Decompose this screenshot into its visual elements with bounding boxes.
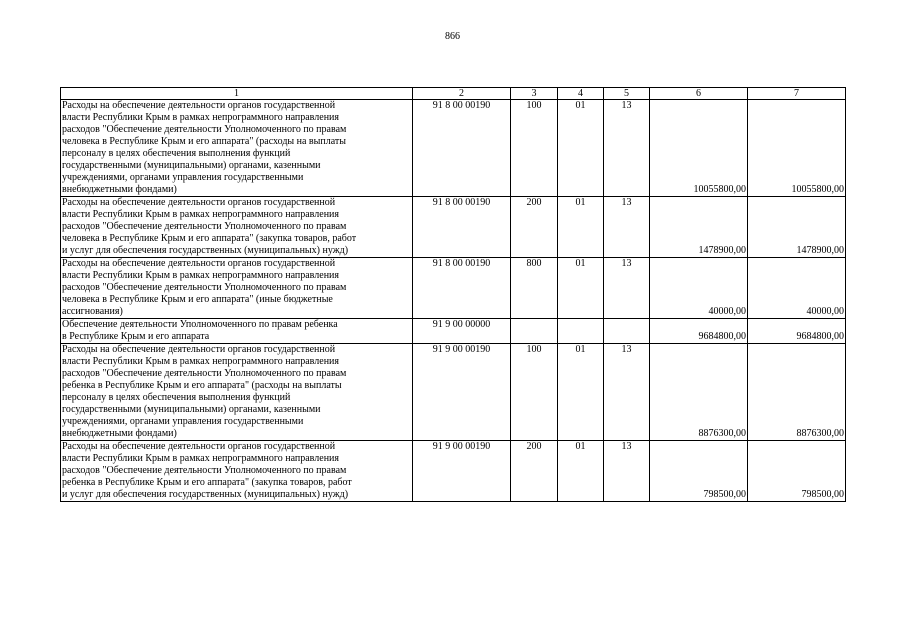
table-row	[61, 441, 846, 502]
amount-col-6: 1478900,00	[650, 197, 748, 258]
section-code: 01	[558, 344, 604, 441]
budget-code: 91 8 00 00190	[413, 197, 511, 258]
description-line: и услуг для обеспечения государственных (муниципальных) нужд)	[62, 489, 349, 500]
expense-type-code: 200	[511, 197, 558, 258]
section-code	[558, 319, 604, 344]
description-line: учреждениями, органами управления государственными	[62, 416, 304, 427]
description-line: расходов "Обеспечение деятельности Уполномоченного по правам	[62, 221, 347, 232]
column-header: 3	[511, 88, 558, 100]
section-code: 01	[558, 197, 604, 258]
subsection-code: 13	[604, 197, 650, 258]
expense-type-code: 800	[511, 258, 558, 319]
budget-code: 91 8 00 00190	[413, 100, 511, 197]
column-header: 1	[61, 88, 413, 100]
section-code: 01	[558, 100, 604, 197]
column-header: 4	[558, 88, 604, 100]
table-row	[61, 258, 846, 319]
budget-code: 91 8 00 00190	[413, 258, 511, 319]
expense-type-code	[511, 319, 558, 344]
amount-col-7: 9684800,00	[748, 319, 846, 344]
section-code: 01	[558, 258, 604, 319]
expense-description	[61, 344, 413, 441]
description-line: расходов "Обеспечение деятельности Уполномоченного по правам	[62, 368, 347, 379]
subsection-code: 13	[604, 441, 650, 502]
description-line: власти Республики Крым в рамках непрограммного направления	[62, 112, 340, 123]
subsection-code: 13	[604, 100, 650, 197]
description-line: государственными (муниципальными) органами, казенными	[62, 404, 321, 415]
description-line: власти Республики Крым в рамках непрограммного направления	[62, 356, 340, 367]
budget-code: 91 9 00 00190	[413, 441, 511, 502]
description-line: внебюджетными фондами)	[62, 184, 177, 195]
description-line: ребенка в Республике Крым и его аппарата" (закупка товаров, работ	[62, 477, 352, 488]
table-header-row	[61, 88, 846, 100]
description-line: внебюджетными фондами)	[62, 428, 177, 439]
description-line: расходов "Обеспечение деятельности Уполномоченного по правам	[62, 282, 347, 293]
description-line: персоналу в целях обеспечения выполнения функций	[62, 392, 291, 403]
description-line: расходов "Обеспечение деятельности Уполномоченного по правам	[62, 124, 347, 135]
expense-description	[61, 441, 413, 502]
section-code: 01	[558, 441, 604, 502]
description-line: персоналу в целях обеспечения выполнения функций	[62, 148, 291, 159]
budget-table	[60, 87, 846, 502]
description-line: власти Республики Крым в рамках непрограммного направления	[62, 453, 340, 464]
column-header: 6	[650, 88, 748, 100]
amount-col-7: 8876300,00	[748, 344, 846, 441]
description-line: Обеспечение деятельности Уполномоченного по правам ребенка	[62, 319, 338, 330]
table-row	[61, 100, 846, 197]
description-line: человека в Республике Крым и его аппарата" (иные бюджетные	[62, 294, 333, 305]
description-line: расходов "Обеспечение деятельности Уполномоченного по правам	[62, 465, 347, 476]
description-line: в Республике Крым и его аппарата	[62, 331, 210, 342]
table-row	[61, 319, 846, 344]
description-line: Расходы на обеспечение деятельности органов государственной	[62, 344, 336, 355]
expense-description	[61, 197, 413, 258]
table-row	[61, 197, 846, 258]
page-number: 866	[445, 31, 460, 42]
column-header: 2	[413, 88, 511, 100]
expense-type-code: 100	[511, 344, 558, 441]
amount-col-7: 10055800,00	[748, 100, 846, 197]
description-line: человека в Республике Крым и его аппарата" (расходы на выплаты	[62, 136, 346, 147]
budget-code: 91 9 00 00190	[413, 344, 511, 441]
budget-code: 91 9 00 00000	[413, 319, 511, 344]
expense-description	[61, 258, 413, 319]
description-line: ассигнования)	[62, 306, 123, 317]
subsection-code: 13	[604, 344, 650, 441]
amount-col-7: 40000,00	[748, 258, 846, 319]
amount-col-6: 798500,00	[650, 441, 748, 502]
column-header: 5	[604, 88, 650, 100]
description-line: Расходы на обеспечение деятельности органов государственной	[62, 100, 336, 111]
description-line: и услуг для обеспечения государственных (муниципальных) нужд)	[62, 245, 349, 256]
expense-description	[61, 319, 413, 344]
description-line: Расходы на обеспечение деятельности органов государственной	[62, 441, 336, 452]
amount-col-7: 1478900,00	[748, 197, 846, 258]
subsection-code	[604, 319, 650, 344]
table-row	[61, 344, 846, 441]
expense-type-code: 200	[511, 441, 558, 502]
expense-type-code: 100	[511, 100, 558, 197]
description-line: государственными (муниципальными) органами, казенными	[62, 160, 321, 171]
expense-description	[61, 100, 413, 197]
amount-col-6: 40000,00	[650, 258, 748, 319]
description-line: человека в Республике Крым и его аппарата" (закупка товаров, работ	[62, 233, 357, 244]
description-line: ребенка в Республике Крым и его аппарата" (расходы на выплаты	[62, 380, 342, 391]
description-line: Расходы на обеспечение деятельности органов государственной	[62, 258, 336, 269]
description-line: власти Республики Крым в рамках непрограммного направления	[62, 270, 340, 281]
amount-col-6: 10055800,00	[650, 100, 748, 197]
amount-col-6: 9684800,00	[650, 319, 748, 344]
description-line: Расходы на обеспечение деятельности органов государственной	[62, 197, 336, 208]
amount-col-6: 8876300,00	[650, 344, 748, 441]
column-header: 7	[748, 88, 846, 100]
amount-col-7: 798500,00	[748, 441, 846, 502]
subsection-code: 13	[604, 258, 650, 319]
description-line: власти Республики Крым в рамках непрограммного направления	[62, 209, 340, 220]
description-line: учреждениями, органами управления государственными	[62, 172, 304, 183]
